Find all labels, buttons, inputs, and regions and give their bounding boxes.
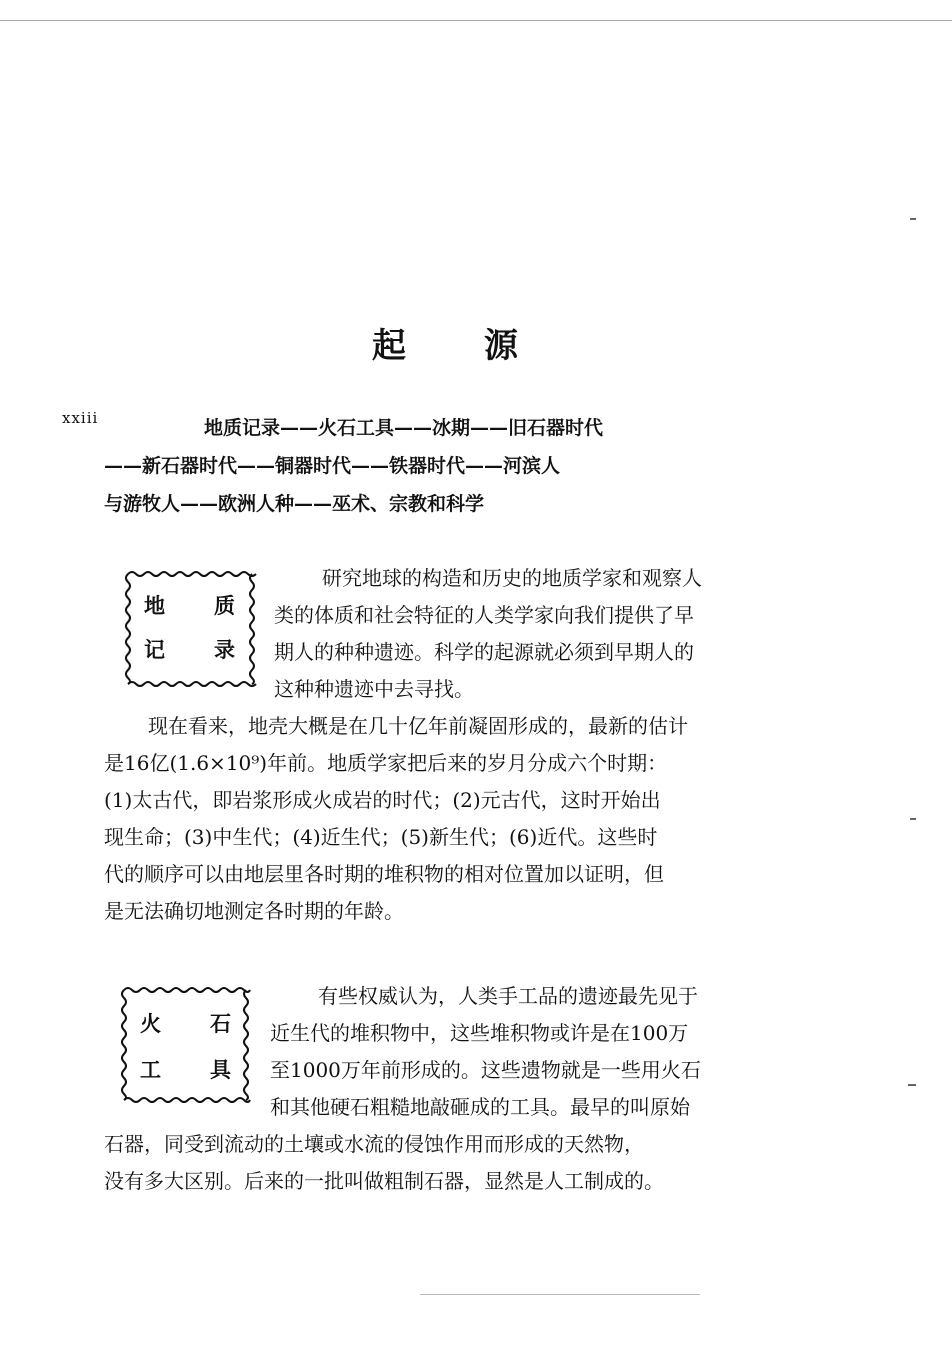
wavy-border — [118, 984, 252, 1106]
text-line: 现在看来，地壳大概是在几十亿年前凝固形成的，最新的估计 — [148, 714, 688, 738]
title-char: 起 — [372, 326, 406, 366]
text-line: 石器，同受到流动的土壤或水流的侵蚀作用而形成的天然物， — [104, 1132, 644, 1156]
scan-speck — [910, 818, 916, 820]
chapter-title — [300, 318, 590, 367]
summary-line: ——新石器时代——铜器时代——铁器时代——河滨人 — [104, 455, 561, 477]
text-line: 是无法确切地测定各时期的年龄。 — [104, 899, 404, 923]
text-line: 这种种遗迹中去寻找。 — [274, 677, 474, 701]
margin-label-geology — [122, 568, 258, 690]
text-line: 研究地球的构造和历史的地质学家和观察人 — [322, 566, 702, 590]
margin-label-flint-tools — [118, 984, 252, 1106]
box-char: 工 — [140, 1057, 161, 1082]
box-char: 记 — [144, 637, 165, 662]
title-char: 源 — [484, 326, 518, 366]
text-line: 和其他硬石粗糙地敲砸成的工具。最早的叫原始 — [270, 1095, 690, 1119]
text-line: 至1000万年前形成的。这些遗物就是一些用火石 — [270, 1058, 701, 1082]
text-line: (1)太古代，即岩浆形成火成岩的时代；(2)元古代，这时开始出 — [104, 788, 661, 812]
top-rule — [0, 20, 952, 21]
summary-line: 地质记录——火石工具——冰期——旧石器时代 — [204, 417, 604, 439]
section1-wrapped — [274, 560, 780, 708]
page-number: xxiii — [62, 409, 99, 427]
text-line: 近生代的堆积物中，这些堆积物或许是在100万 — [270, 1021, 689, 1045]
section2-full — [104, 1126, 784, 1200]
box-char: 火 — [140, 1011, 161, 1036]
box-char: 石 — [210, 1011, 231, 1036]
text-line: 现生命；(3)中生代；(4)近生代；(5)新生代；(6)近代。这些时 — [104, 825, 658, 849]
scan-speck — [910, 218, 916, 220]
scan-speck — [908, 1084, 916, 1086]
box-char: 具 — [210, 1057, 231, 1082]
section1-full — [104, 708, 784, 930]
text-line: 没有多大区别。后来的一批叫做粗制石器，显然是人工制成的。 — [104, 1169, 664, 1193]
wavy-border — [122, 568, 258, 690]
section2-wrapped — [270, 978, 780, 1126]
box-char: 录 — [214, 637, 235, 662]
chapter-summary — [104, 409, 784, 523]
text-line: 类的体质和社会特征的人类学家向我们提供了早 — [274, 603, 694, 627]
text-line: 期人的种种遗迹。科学的起源就必须到早期人的 — [274, 640, 694, 664]
text-line: 是16亿(1.6×10⁹)年前。地质学家把后来的岁月分成六个时期： — [104, 751, 668, 775]
box-char: 质 — [214, 593, 235, 618]
text-line: 有些权威认为，人类手工品的遗迹最先见于 — [318, 984, 698, 1008]
text-line: 代的顺序可以由地层里各时期的堆积物的相对位置加以证明，但 — [104, 862, 664, 886]
scan-streak — [420, 1294, 700, 1295]
summary-line: 与游牧人——欧洲人种——巫术、宗教和科学 — [104, 493, 485, 515]
box-char: 地 — [144, 593, 165, 618]
